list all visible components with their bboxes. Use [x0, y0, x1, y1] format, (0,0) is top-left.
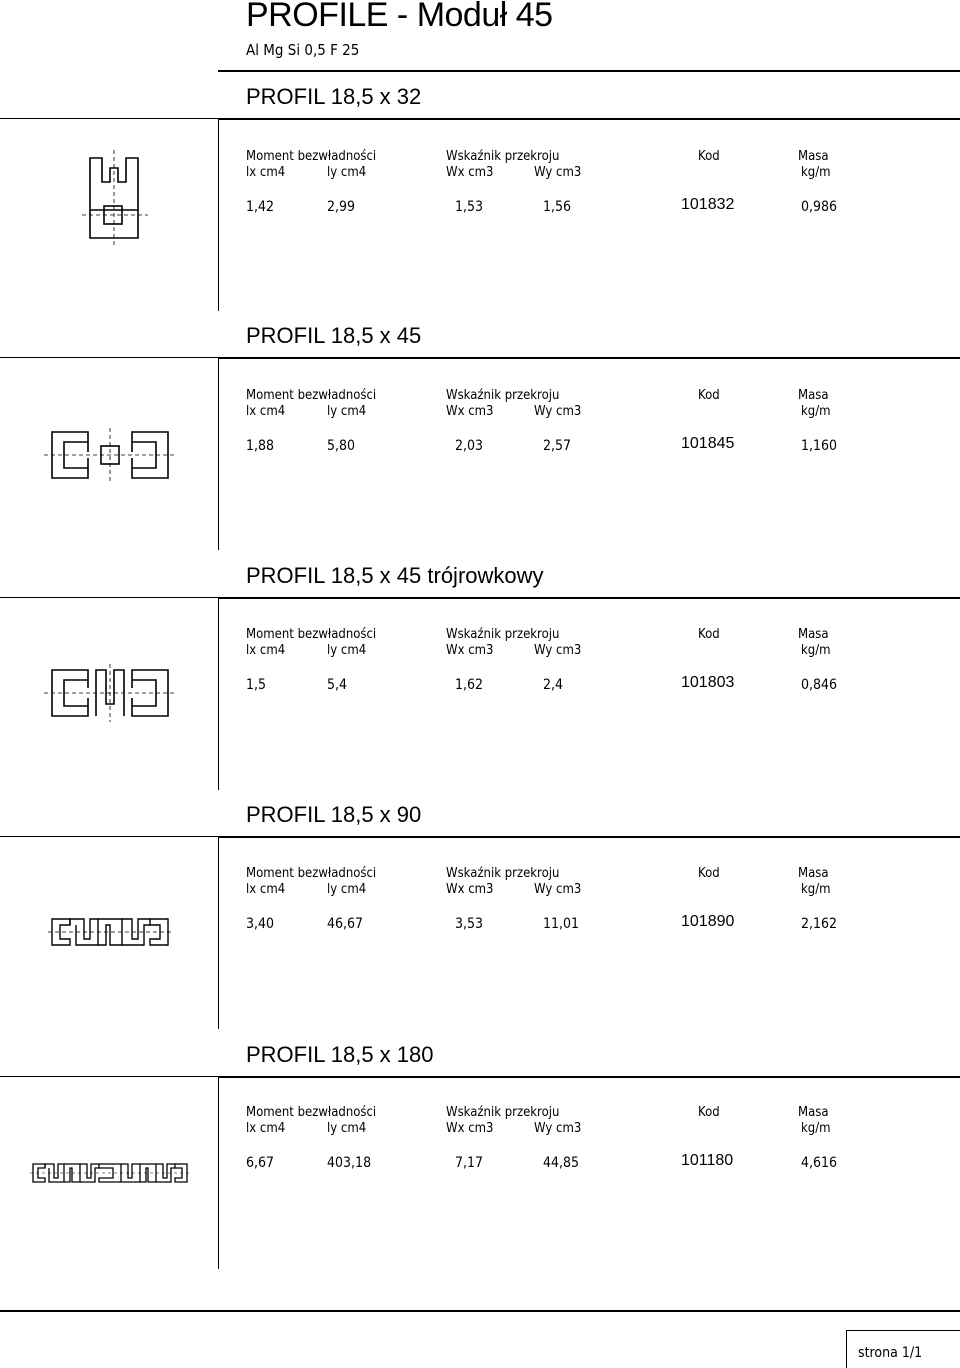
value-iy: 5,80 [327, 438, 356, 454]
col-header-wskaznik: Wskaźnik przekroju [446, 866, 560, 881]
col-header-kod: Kod [698, 627, 720, 642]
col-header-kgm: kg/m [801, 882, 831, 897]
col-header-wx: Wx cm3 [446, 882, 494, 897]
col-header-ix: lx cm4 [246, 165, 286, 180]
material-spec: Al Mg Si 0,5 F 25 [246, 41, 360, 59]
col-header-masa: Masa [798, 149, 829, 164]
col-header-moment: Moment bezwładności [246, 866, 377, 881]
col-header-iy: ly cm4 [327, 165, 367, 180]
value-kod: 101803 [681, 674, 735, 691]
col-header-wx: Wx cm3 [446, 165, 494, 180]
value-kod: 101832 [681, 196, 735, 213]
value-kod: 101845 [681, 435, 735, 452]
page-title: PROFILE - Moduł 45 [246, 0, 553, 34]
value-wx: 3,53 [455, 916, 484, 932]
value-iy: 403,18 [327, 1155, 372, 1171]
value-wy: 1,56 [543, 199, 572, 215]
col-header-ix: lx cm4 [246, 643, 286, 658]
col-header-wskaznik: Wskaźnik przekroju [446, 1105, 560, 1120]
col-header-moment: Moment bezwładności [246, 627, 377, 642]
value-iy: 2,99 [327, 199, 356, 215]
bottom-rule [0, 1310, 960, 1312]
col-header-kod: Kod [698, 1105, 720, 1120]
col-header-wy: Wy cm3 [534, 165, 582, 180]
col-header-kgm: kg/m [801, 165, 831, 180]
section-rule [218, 836, 960, 838]
profile-title: PROFIL 18,5 x 45 [246, 323, 422, 348]
profile-title: PROFIL 18,5 x 90 [246, 802, 422, 827]
col-header-wx: Wx cm3 [446, 404, 494, 419]
col-header-wskaznik: Wskaźnik przekroju [446, 388, 560, 403]
value-masa: 0,986 [801, 199, 838, 215]
col-header-wy: Wy cm3 [534, 643, 582, 658]
col-header-iy: ly cm4 [327, 1121, 367, 1136]
col-header-kgm: kg/m [801, 1121, 831, 1136]
col-header-masa: Masa [798, 388, 829, 403]
col-header-iy: ly cm4 [327, 643, 367, 658]
value-ix: 6,67 [246, 1155, 275, 1171]
col-header-masa: Masa [798, 627, 829, 642]
value-kod: 101890 [681, 913, 735, 930]
col-header-wy: Wy cm3 [534, 1121, 582, 1136]
value-ix: 1,88 [246, 438, 275, 454]
page-number: strona 1/1 [858, 1345, 923, 1361]
col-header-kod: Kod [698, 149, 720, 164]
col-header-wx: Wx cm3 [446, 643, 494, 658]
col-header-kgm: kg/m [801, 404, 831, 419]
value-wy: 2,57 [543, 438, 572, 454]
profile-cross-section-drawing [80, 150, 150, 245]
col-header-moment: Moment bezwładności [246, 388, 377, 403]
value-wy: 11,01 [543, 916, 580, 932]
col-header-wskaznik: Wskaźnik przekroju [446, 149, 560, 164]
col-header-kod: Kod [698, 866, 720, 881]
col-header-masa: Masa [798, 866, 829, 881]
section-rule [218, 597, 960, 599]
value-wy: 2,4 [543, 677, 564, 693]
col-header-kod: Kod [698, 388, 720, 403]
value-wx: 1,53 [455, 199, 484, 215]
col-header-ix: lx cm4 [246, 882, 286, 897]
value-wx: 2,03 [455, 438, 484, 454]
value-wy: 44,85 [543, 1155, 580, 1171]
value-masa: 0,846 [801, 677, 838, 693]
value-iy: 46,67 [327, 916, 364, 932]
value-ix: 3,40 [246, 916, 275, 932]
col-header-wy: Wy cm3 [534, 404, 582, 419]
value-ix: 1,5 [246, 677, 267, 693]
profile-cross-section-drawing [44, 428, 176, 482]
value-wx: 1,62 [455, 677, 484, 693]
value-iy: 5,4 [327, 677, 348, 693]
value-kod: 101180 [681, 1152, 734, 1169]
col-header-moment: Moment bezwładności [246, 1105, 377, 1120]
profile-cross-section-drawing [48, 916, 172, 948]
section-rule [218, 1076, 960, 1078]
value-masa: 2,162 [801, 916, 838, 932]
col-header-kgm: kg/m [801, 643, 831, 658]
header-rule [218, 70, 960, 72]
profile-title: PROFIL 18,5 x 32 [246, 84, 422, 109]
col-header-wskaznik: Wskaźnik przekroju [446, 627, 560, 642]
value-ix: 1,42 [246, 199, 275, 215]
col-header-moment: Moment bezwładności [246, 149, 377, 164]
profile-cross-section-drawing [30, 1162, 190, 1184]
col-header-iy: ly cm4 [327, 882, 367, 897]
section-rule [218, 357, 960, 359]
profile-cross-section-drawing [44, 664, 176, 722]
col-header-ix: lx cm4 [246, 404, 286, 419]
profile-title: PROFIL 18,5 x 45 trójrowkowy [246, 563, 544, 588]
profile-title: PROFIL 18,5 x 180 [246, 1042, 434, 1067]
value-wx: 7,17 [455, 1155, 484, 1171]
col-header-wx: Wx cm3 [446, 1121, 494, 1136]
value-masa: 1,160 [801, 438, 838, 454]
col-header-ix: lx cm4 [246, 1121, 286, 1136]
col-header-iy: ly cm4 [327, 404, 367, 419]
value-masa: 4,616 [801, 1155, 838, 1171]
section-rule [218, 118, 960, 120]
col-header-wy: Wy cm3 [534, 882, 582, 897]
col-header-masa: Masa [798, 1105, 829, 1120]
